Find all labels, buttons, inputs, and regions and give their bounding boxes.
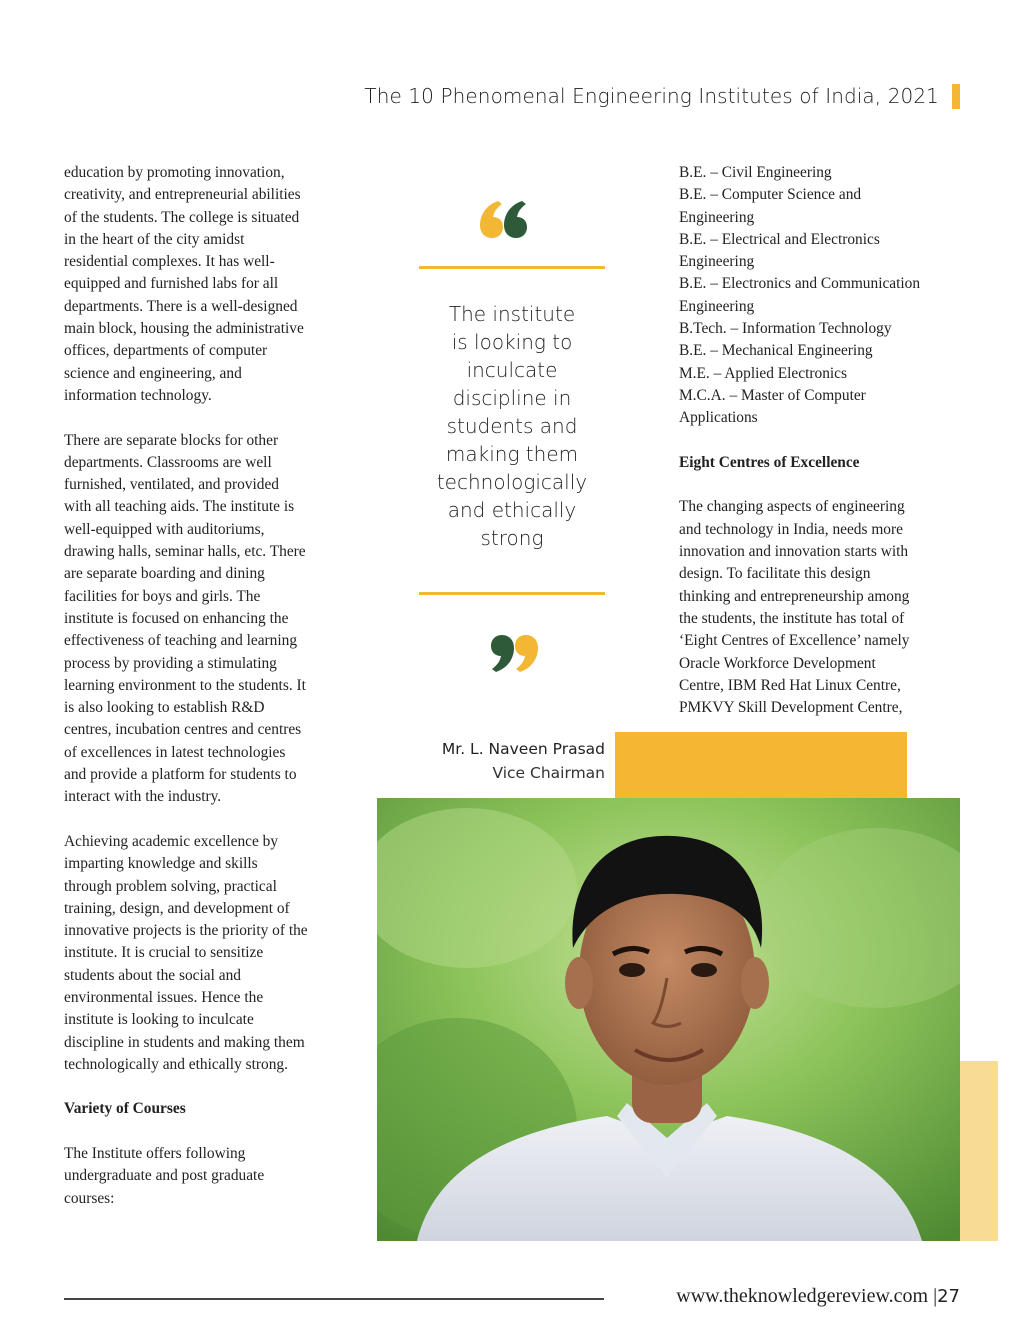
quote-divider-bottom xyxy=(419,592,605,595)
list-item: M.E. – Applied Electronics xyxy=(679,364,847,382)
list-item: B.E. – Mechanical Engineering xyxy=(679,342,873,360)
page-header-title: The 10 Phenomenal Engineering Institutes of India, 2021 xyxy=(364,84,939,108)
page-number: 27 xyxy=(937,1286,960,1307)
footer-text xyxy=(676,1285,960,1308)
right-text-column xyxy=(679,162,969,719)
body-paragraph: The Institute offers following undergraduate and post graduate courses: xyxy=(64,1145,265,1207)
list-item: B.E. – Civil Engineering xyxy=(679,164,832,181)
header-accent-bar xyxy=(952,84,960,109)
body-paragraph: education by promoting innovation, creativity, and entrepreneurial abilities of the students. The college is situated in the heart of the city amidst residential complexes. It has well- equipped and furnished labs for all departments. There is a well-designed main block, housing the administrative offices, departments of computer science and engineering, and information technology. xyxy=(64,164,304,404)
body-paragraph: There are separate blocks for other departments. Classrooms are well furnished, ventilated, and provided with all teaching aids. The institute is well-equipped with auditoriums, drawing halls, seminar halls, etc. There are separate boarding and dining facilities for boys and girls. The institute is focused on enhancing the effectiveness of teaching and learning process by providing a stimulating learning environment to the students. It is also looking to establish R&D centres, incubation centres and centres of excellences in latest technologies and provide a platform for students to interact with the industry. xyxy=(64,431,306,806)
pull-quote-text: The institute is looking to inculcate discipline in students and making them technologically and ethically strong xyxy=(436,302,588,550)
close-quote-icon xyxy=(470,628,550,678)
list-item: B.Tech. – Information Technology xyxy=(679,320,892,338)
person-name: Mr. L. Naveen Prasad xyxy=(441,740,605,758)
list-item: B.E. – Electrical and Electronics Engineering xyxy=(679,230,880,271)
list-item: M.C.A. – Master of Computer Applications xyxy=(679,386,866,427)
footer-website-url[interactable]: www.theknowledgereview.com xyxy=(676,1285,929,1307)
portrait-photo xyxy=(377,798,960,1241)
decorative-yellow-block xyxy=(615,732,907,798)
quote-divider-top xyxy=(419,266,605,269)
open-quote-icon xyxy=(470,195,550,245)
footer-rule xyxy=(64,1298,604,1300)
left-text-column xyxy=(64,162,354,1210)
list-item: B.E. – Electronics and Communication Engineering xyxy=(679,275,921,315)
section-heading-centres: Eight Centres of Excellence xyxy=(679,453,860,471)
course-list xyxy=(679,162,969,430)
section-heading-courses: Variety of Courses xyxy=(64,1100,186,1118)
decorative-side-block xyxy=(960,1061,998,1241)
footer-separator: | xyxy=(933,1285,938,1307)
body-paragraph: Achieving academic excellence by imparting knowledge and skills through problem solving, practical training, design, and development of innovative projects is the priority of the institute. It is crucial to sensitize students about the social and environmental issues. Hence the institute is looking to inculcate discipline in students and making them technologically and ethically strong. xyxy=(64,832,308,1073)
body-paragraph: The changing aspects of engineering and technology in India, needs more innovation and innovation starts with design. To facilitate this design thinking and entrepreneurship among the students, the institute has total of ‘Eight Centres of Excellence’ namely Oracle Workforce Development Centre, IBM Red Hat Linux Centre, PMKVY Skill Development Centre, xyxy=(679,498,910,717)
list-item: B.E. – Computer Science and Engineering xyxy=(679,186,862,226)
person-title: Vice Chairman xyxy=(492,764,605,782)
